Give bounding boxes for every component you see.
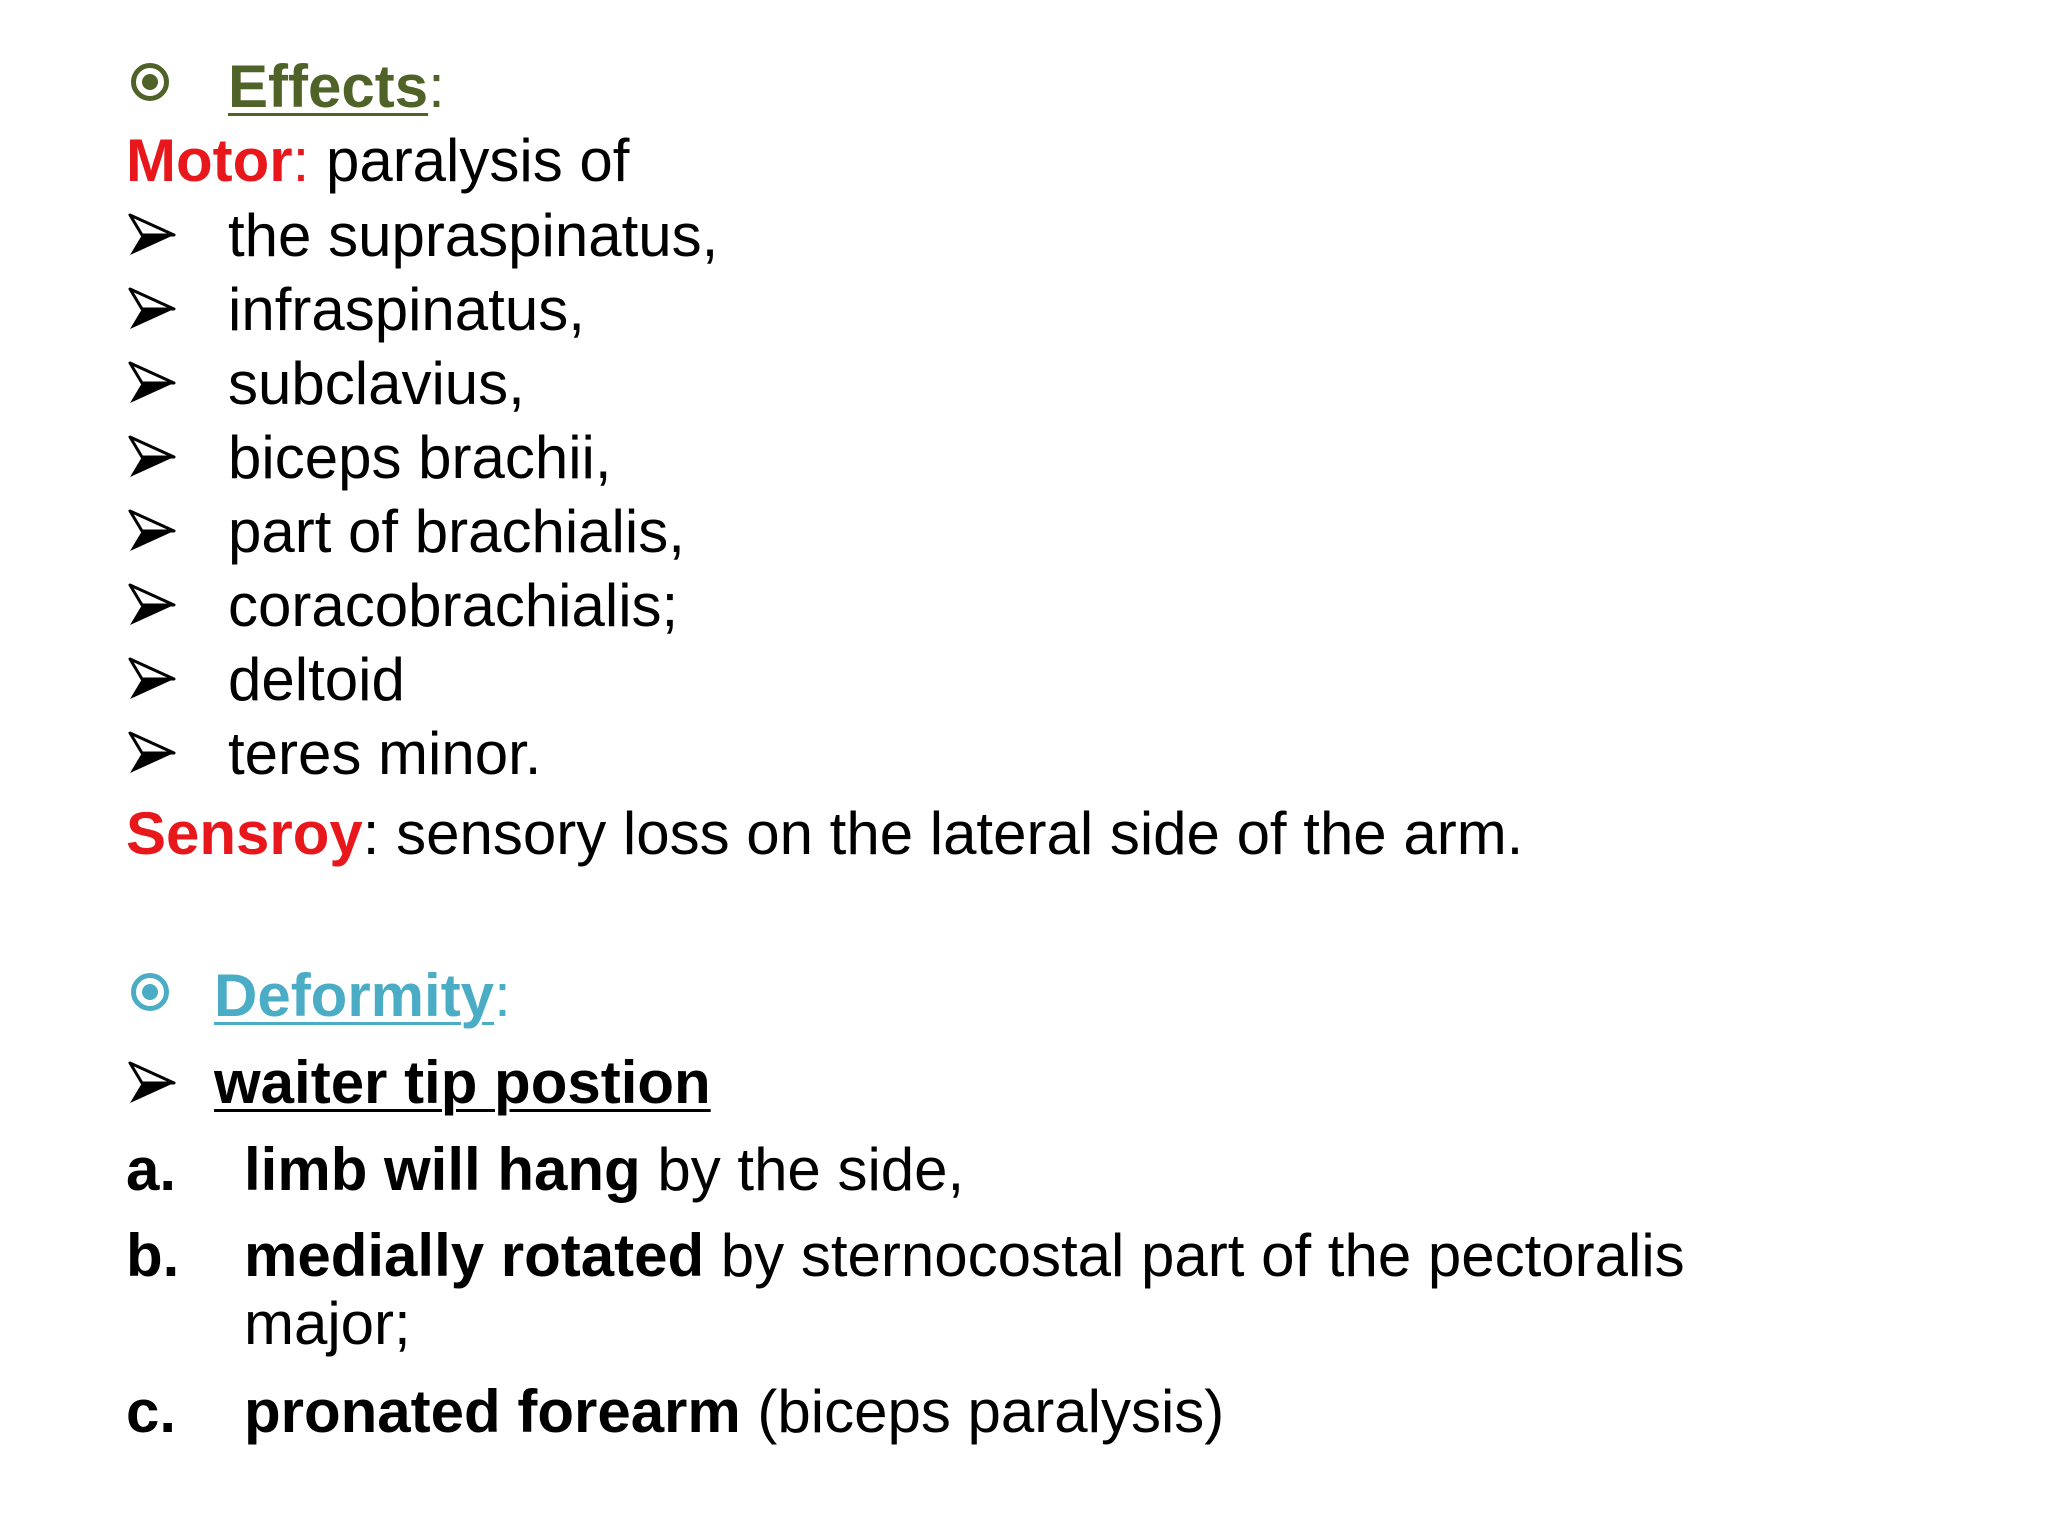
- muscle-arrow-icon: [128, 731, 176, 775]
- deformity-item: [244, 1219, 1685, 1293]
- motor-colon: :: [292, 127, 310, 194]
- effects-heading-line: [228, 50, 445, 124]
- effects-colon: :: [428, 53, 445, 120]
- muscle-arrow-icon: [128, 509, 176, 553]
- effects-heading: Effects: [228, 53, 429, 120]
- sensory-colon: :: [362, 800, 380, 867]
- sensory-line: [126, 797, 1523, 871]
- subheading-arrow-icon: [128, 1061, 176, 1105]
- muscle-item: teres minor.: [228, 720, 542, 787]
- muscle-item: the supraspinatus,: [228, 202, 719, 269]
- deformity-colon: :: [494, 962, 511, 1029]
- sensory-text: sensory loss on the lateral side of the arm.: [379, 800, 1524, 867]
- deformity-subheading: waiter tip postion: [214, 1049, 711, 1116]
- deformity-item-marker: c.: [126, 1378, 177, 1445]
- deformity-item-text: by the side,: [640, 1136, 965, 1203]
- effects-radio-bullet-icon: [131, 63, 169, 101]
- deformity-item-bold: medially rotated: [244, 1222, 705, 1289]
- muscle-arrow-icon: [128, 287, 176, 331]
- muscle-item: biceps brachii,: [228, 424, 612, 491]
- deformity-item-text: by sternocostal part of the pectoralis: [704, 1222, 1685, 1289]
- deformity-item-bold: pronated forearm: [244, 1378, 741, 1445]
- muscle-item: deltoid: [228, 646, 405, 713]
- deformity-item-continuation: major;: [244, 1290, 411, 1357]
- muscle-item: coracobrachialis;: [228, 572, 679, 639]
- muscle-item: infraspinatus,: [228, 276, 585, 343]
- motor-line: [126, 124, 629, 198]
- deformity-heading-line: [214, 959, 511, 1033]
- deformity-heading: Deformity: [214, 962, 495, 1029]
- muscle-item: part of brachialis,: [228, 498, 685, 565]
- motor-text: paralysis of: [309, 127, 630, 194]
- muscle-item: subclavius,: [228, 350, 525, 417]
- deformity-item: [244, 1133, 964, 1207]
- muscle-arrow-icon: [128, 583, 176, 627]
- deformity-item: [244, 1375, 1224, 1449]
- deformity-item-bold: limb will hang: [244, 1136, 641, 1203]
- muscle-arrow-icon: [128, 657, 176, 701]
- deformity-subheading-line: [214, 1046, 711, 1120]
- deformity-radio-bullet-icon: [131, 973, 169, 1011]
- muscle-arrow-icon: [128, 435, 176, 479]
- deformity-item-marker: b.: [126, 1222, 180, 1289]
- deformity-item-marker: a.: [126, 1136, 177, 1203]
- muscle-arrow-icon: [128, 361, 176, 405]
- motor-label: Motor: [126, 127, 293, 194]
- deformity-item-text: (biceps paralysis): [740, 1378, 1225, 1445]
- sensory-label: Sensroy: [126, 800, 363, 867]
- muscle-arrow-icon: [128, 213, 176, 257]
